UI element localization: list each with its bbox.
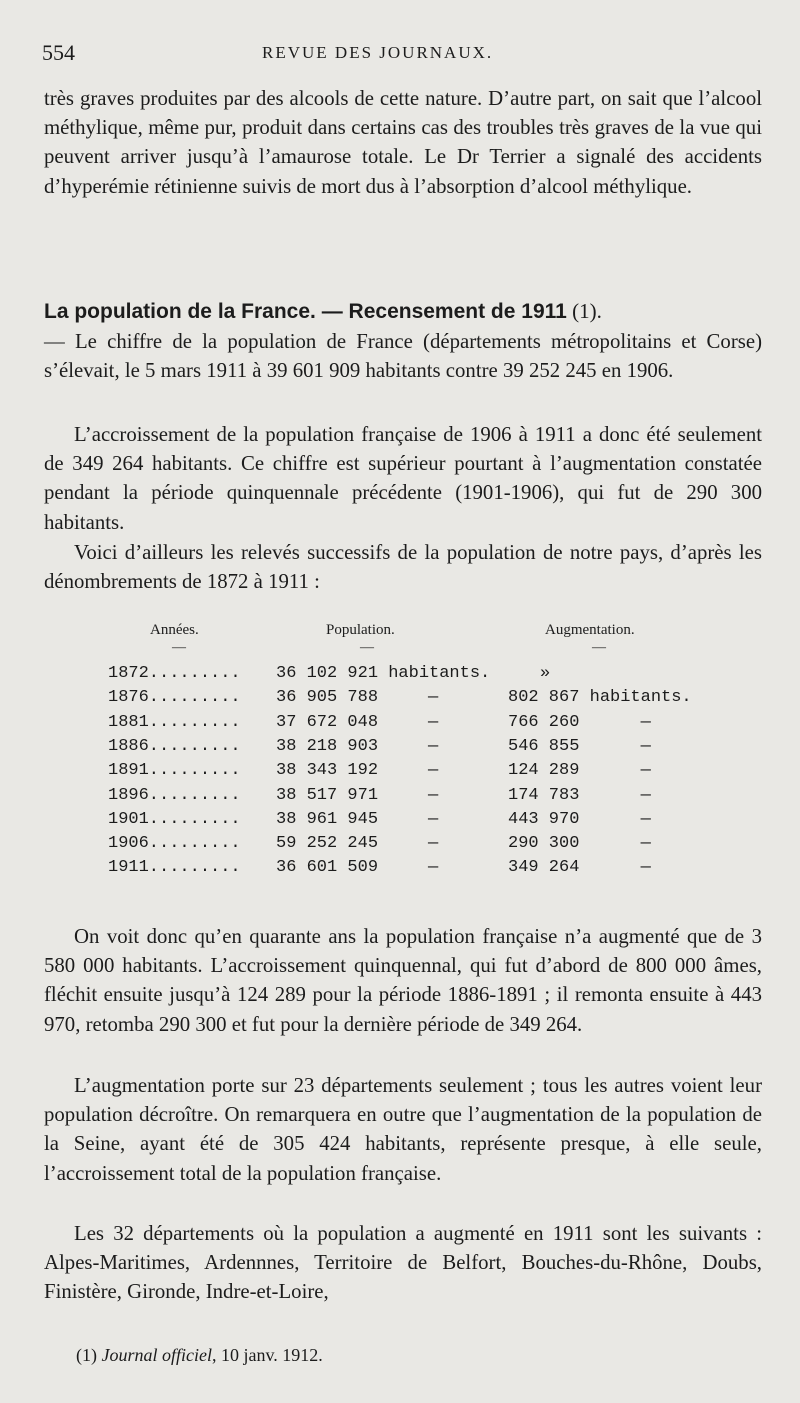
footnote-source: Journal officiel: [101, 1345, 212, 1365]
cell-increase: 546 855 —: [508, 736, 651, 756]
cell-year: 1901.........: [108, 809, 241, 829]
header-rule: —: [172, 640, 186, 655]
cell-ditto: —: [428, 858, 439, 878]
cell-year: 1911.........: [108, 858, 241, 878]
column-header-increase: Augmentation.: [545, 622, 635, 638]
table-row: [0, 688, 800, 712]
footnote-reference: (1).: [572, 299, 602, 323]
cell-ditto: —: [428, 688, 439, 708]
cell-year: 1896.........: [108, 785, 241, 805]
footnote: [76, 1345, 323, 1366]
section-title: La population de la France. — Recensement de 1911: [44, 300, 567, 323]
paragraph-list-departments: Les 32 départements où la population a augmenté en 1911 sont les suivants : Alpes-Maritimes, Ardennnes, Territoire de Belfort, Bouches-du-Rhône, Doubs, Finistère, Gironde, Indre-et-Loire,: [44, 1222, 762, 1304]
cell-year: 1886.........: [108, 736, 241, 756]
table-row: [0, 810, 800, 834]
cell-population: 38 517 971: [276, 785, 379, 805]
cell-ditto: —: [428, 809, 439, 829]
cell-population: 38 961 945: [276, 809, 379, 829]
cell-ditto: »: [540, 664, 551, 683]
paragraph-departments: L’augmentation porte sur 23 départements seulement ; tous les autres voient leur population décroître. On remarquera en outre que l’augmentation de la population de la Seine, ayant été de 305 424 habitants, représente presque, à elle seule, l’accroissement total de la population française.: [44, 1074, 762, 1185]
paragraph-forty-years: On voit donc qu’en quarante ans la population française n’a augmenté que de 3 580 000 habitants. L’accroissement quinquennal, qui fut d’abord de 800 000 âmes, fléchit ensuite jusqu’à 124 289 pour la période 1886-1891 ; il remonta ensuite à 443 970, retomba 290 300 et fut pour la dernière période de 349 264.: [44, 925, 762, 1036]
cell-population: 36 102 921 habitants.: [276, 664, 491, 683]
cell-year: 1872.........: [108, 664, 241, 683]
footnote-mark: (1): [76, 1345, 97, 1365]
cell-increase: 124 289 —: [508, 761, 651, 781]
cell-population: 36 601 509: [276, 858, 379, 878]
cell-population: 37 672 048: [276, 712, 379, 732]
column-header-years: Années.: [150, 622, 199, 638]
cell-increase: 443 970 —: [508, 809, 651, 829]
cell-ditto: —: [428, 712, 439, 732]
table-row: [0, 834, 800, 858]
running-title: REVUE DES JOURNAUX.: [262, 43, 494, 62]
cell-increase: 290 300 —: [508, 834, 651, 854]
cell-ditto: —: [428, 834, 439, 854]
header-rule: —: [360, 640, 374, 655]
table-row: [0, 761, 800, 785]
paragraph-methyl-alcohol: très graves produites par des alcools de cette nature. D’autre part, on sait que l’alcool méthylique, même pur, produit dans certains cas des troubles très graves de la vue qui peuvent arriver jusqu’à l’amaurose totale. Le Dr Terrier a signalé des accidents d’hyperémie rétinienne suivis de mort dus à l’absorption d’alcool méthylique.: [44, 87, 762, 198]
cell-year: 1891.........: [108, 761, 241, 781]
paragraph-census-figure: — Le chiffre de la population de France (départements métropolitains et Corse) s’élevait, le 5 mars 1911 à 39 601 909 habitants contre 39 252 245 en 1906.: [44, 330, 762, 383]
table-row: [0, 713, 800, 737]
footnote-date: , 10 janv. 1912.: [211, 1345, 323, 1365]
cell-population: 38 343 192: [276, 761, 379, 781]
cell-ditto: —: [428, 785, 439, 805]
cell-increase: 766 260 —: [508, 712, 651, 732]
cell-ditto: —: [428, 761, 439, 781]
paragraph-increase: L’accroissement de la population française de 1906 à 1911 a donc été seulement de 349 264 habitants. Ce chiffre est supérieur pourtant à l’augmentation constatée pendant la période quinquennale précédente (1901-1906), qui fut de 290 300 habitants.: [44, 423, 762, 534]
cell-increase: 174 783 —: [508, 785, 651, 805]
table-row: [0, 737, 800, 761]
cell-population: 59 252 245: [276, 834, 379, 854]
cell-ditto: —: [428, 736, 439, 756]
header-rule: —: [592, 640, 606, 655]
cell-population: 38 218 903: [276, 736, 379, 756]
table-row: [0, 664, 800, 688]
page-number: 554: [42, 40, 75, 65]
cell-increase: 802 867 habitants.: [508, 688, 692, 708]
table-row: [0, 858, 800, 882]
cell-year: 1881.........: [108, 712, 241, 732]
running-header: [42, 40, 752, 74]
cell-population: 36 905 788: [276, 688, 379, 708]
table-row: [0, 786, 800, 810]
cell-year: 1876.........: [108, 688, 241, 708]
cell-year: 1906.........: [108, 834, 241, 854]
cell-increase: 349 264 —: [508, 858, 651, 878]
column-header-population: Population.: [326, 622, 395, 638]
section-heading: [44, 297, 762, 326]
paragraph-table-intro: Voici d’ailleurs les relevés successifs de la population de notre pays, d’après les dénombrements de 1872 à 1911 :: [44, 541, 762, 594]
